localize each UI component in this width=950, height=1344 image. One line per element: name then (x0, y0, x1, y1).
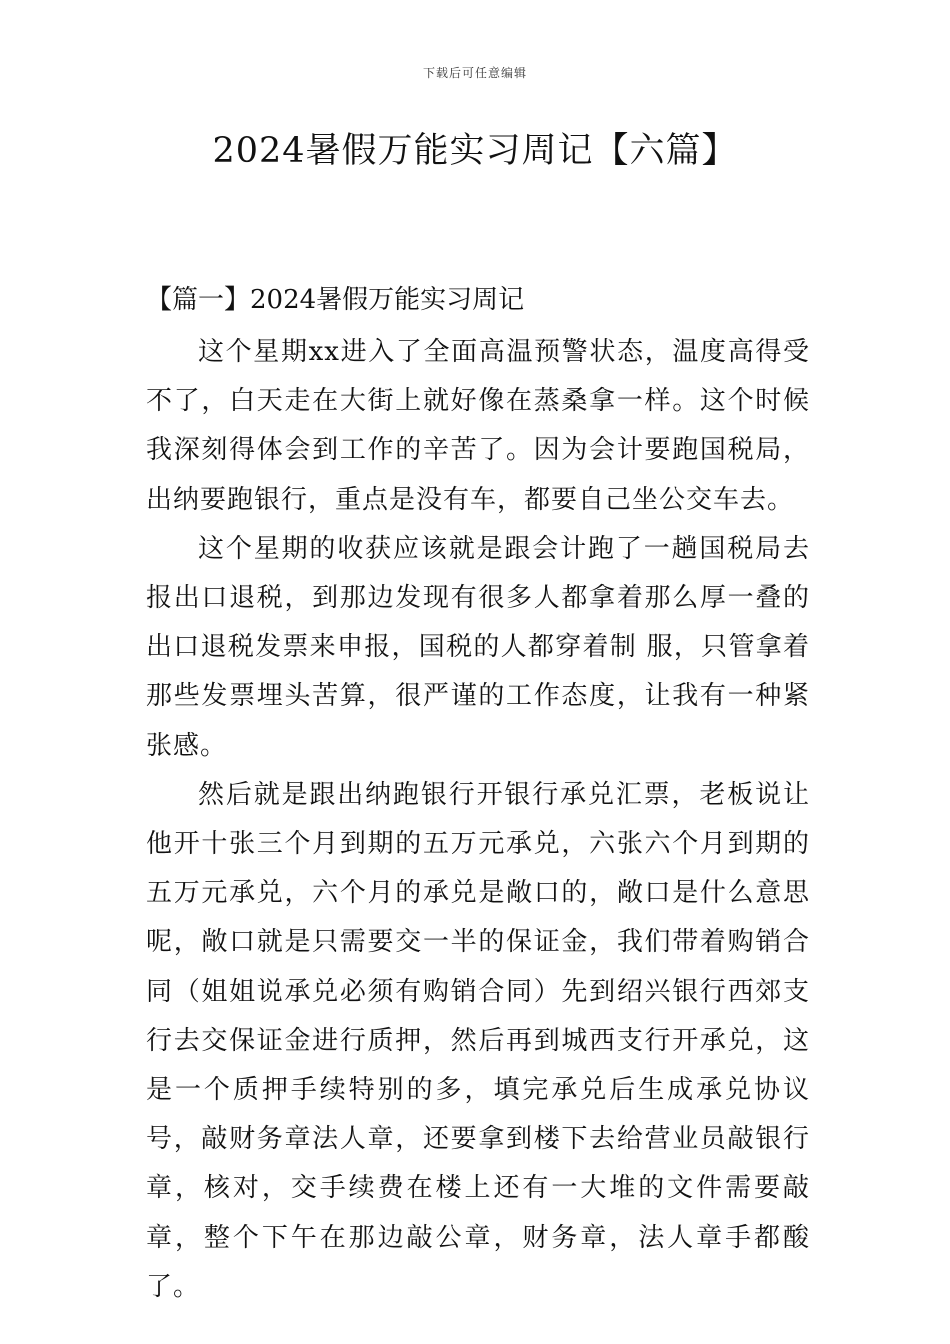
document-title: 2024暑假万能实习周记【六篇】 (212, 131, 738, 171)
section-heading: 【篇一】2024暑假万能实习周记 (146, 285, 525, 315)
page-header-note: 下载后可任意编辑 (422, 66, 527, 80)
paragraph-2: 这个星期的收获应该就是跟会计跑了一趟国税局去报出口退税，到那边发现有很多人都拿着那么厚一叠的出口退税发票来申报，国税的人都穿着制 服，只管拿着那些发票埋头苦算，很严谨的工作态度，让我有一种紧张感。 (146, 533, 810, 761)
paragraph-3: 然后就是跟出纳跑银行开银行承兑汇票，老板说让他开十张三个月到期的五万元承兑，六张六个月到期的五万元承兑，六个月的承兑是敞口的，敞口是什么意思呢，敞口就是只需要交一半的保证金，我们带着购销合同（姐姐说承兑必须有购销合同）先到绍兴银行西郊支行去交保证金进行质押，然后再到城西支行开承兑，这是一个质押手续特别的多，填完承兑后生成承兑协议号，敲财务章法人章，还要拿到楼下去给营业员敲银行章，核对，交手续费在楼上还有一大堆的文件需要敲章，整个下午在那边敲公章，财务章，法人章手都酸了。 (146, 779, 810, 1302)
document-body (146, 328, 810, 1312)
paragraph-1: 这个星期xx进入了全面高温预警状态，温度高得受不了，白天走在大街上就好像在蒸桑拿一样。这个时候我深刻得体会到工作的辛苦了。因为会计要跑国税局，出纳要跑银行，重点是没有车，都要自己坐公交车去。 (146, 337, 810, 515)
